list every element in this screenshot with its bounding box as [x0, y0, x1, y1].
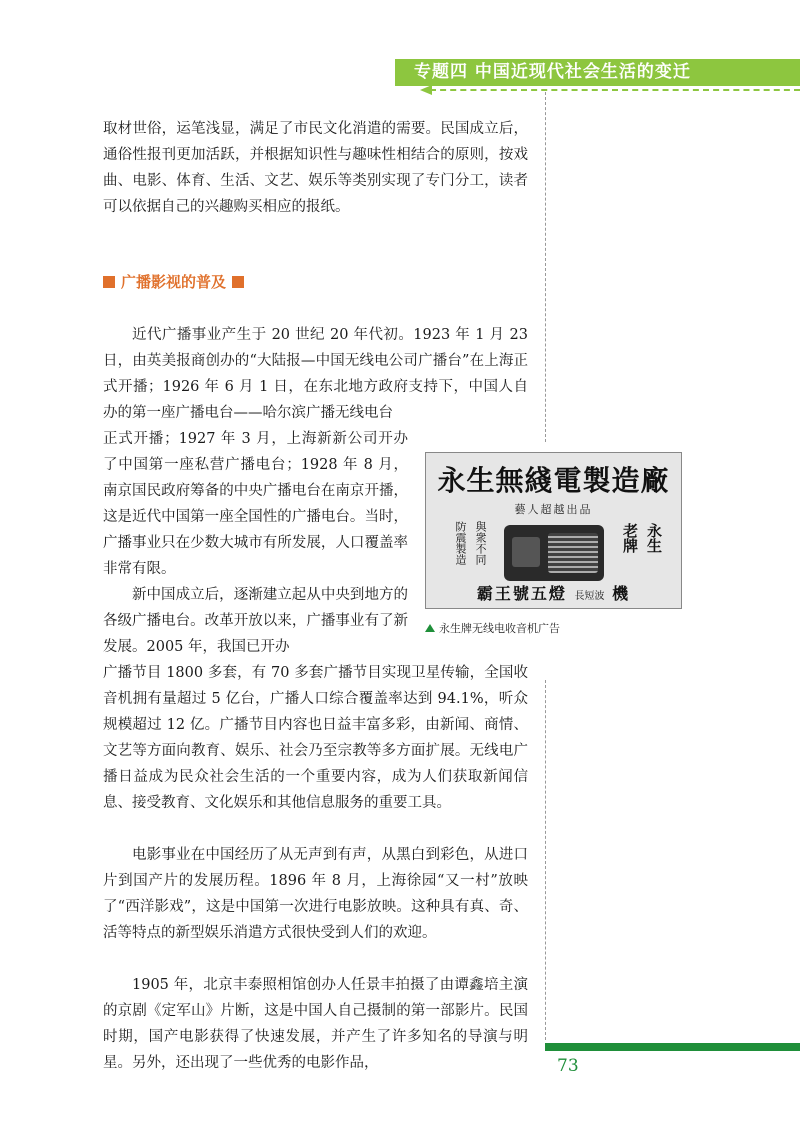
footer-bar [545, 1043, 800, 1051]
ad-subtitle: 藝人超越出品 [514, 503, 593, 516]
paragraph1-side: 正式开播；1927 年 3 月，上海新新公司开办了中国第一座私营广播电台；1928 年 8 月，南京国民政府筹备的中央广播电台在南京开播，这是近代中国第一座全国性的广播电台。当时，广播事业只在少数大城市有所发展，人口覆盖率非常有限。 [103, 431, 408, 577]
paragraph4-block [103, 972, 528, 1076]
margin-divider-top [545, 92, 546, 442]
ad-bottom-line [426, 581, 681, 604]
section-heading-text: 广播影视的普及 [121, 273, 227, 291]
paragraph2-full-block [103, 660, 528, 816]
chapter-title: 专题四 中国近现代社会生活的变迁 [414, 62, 691, 82]
intro-paragraph: 取材世俗，运笔浅显，满足了市民文化消遣的需要。民国成立后，通俗性报刊更加活跃，并根据知识性与趣味性相结合的原则，按戏曲、电影、体育、生活、文艺、娱乐等类别实现了专门分工，读者可以依据自己的兴趣购买相应的报纸。 [103, 121, 528, 215]
radio-dial-icon [512, 537, 540, 567]
header-dashed-line [430, 89, 800, 91]
section-heading [103, 271, 244, 292]
margin-divider-bottom [545, 680, 546, 1040]
ad-left-text-1: 與衆不同 [474, 521, 487, 565]
heading-square-icon [103, 276, 115, 288]
caption-triangle-icon [425, 624, 435, 632]
ad-bottom-main: 霸王號五燈 [476, 584, 567, 603]
paragraph1-top-block [103, 322, 528, 426]
paragraph2-full: 广播节目 1800 多套，有 70 多套广播节目实现卫星传输，全国收音机拥有量超过 5 亿台，广播人口综合覆盖率达到 94.1%，听众规模超过 12 亿。广播节目内容也日益丰富多彩，由新闻、商情、文艺等方面向教育、娱乐、社会乃至宗教等多方面扩展。无线电广播日益成为民众社会生活的一个重要内容，成为人们获取新闻信息、接受教育、文化娱乐和其他信息服务的重要工具。 [103, 665, 528, 811]
ad-title: 永生無綫電製造廠 [437, 464, 670, 497]
page-number: 73 [557, 1056, 579, 1076]
intro-paragraph-block [103, 116, 528, 220]
radio-icon [504, 525, 604, 581]
heading-square-icon [232, 276, 244, 288]
radio-speaker-grille-icon [548, 533, 598, 573]
radio-advertisement-image [425, 452, 682, 609]
ad-bottom-end: 機 [612, 584, 631, 603]
ad-right-text-1: 永生 [645, 523, 663, 553]
ad-right-text-2: 老牌 [621, 523, 639, 553]
paragraph2-side-block [103, 582, 408, 660]
paragraph1-side-block [103, 426, 408, 582]
paragraph2-side: 新中国成立后，逐渐建立起从中央到地方的各级广播电台。改革开放以来，广播事业有了新发展。2005 年，我国已开办 [103, 587, 408, 655]
paragraph4: 1905 年，北京丰泰照相馆创办人任景丰拍摄了由谭鑫培主演的京剧《定军山》片断，这是中国人自己摄制的第一部影片。民国时期，国产电影获得了快速发展，并产生了许多知名的导演与明星。另外，还出现了一些优秀的电影作品， [103, 977, 528, 1071]
caption-text: 永生牌无线电收音机广告 [439, 622, 560, 635]
paragraph3: 电影事业在中国经历了从无声到有声，从黑白到彩色，从进口片到国产片的发展历程。1896 年 8 月，上海徐园“又一村”放映了“西洋影戏”，这是中国第一次进行电影放映。这种具有真、奇、活等特点的新型娱乐消遣方式很快受到人们的欢迎。 [103, 847, 528, 941]
figure-caption [425, 620, 560, 636]
paragraph3-block [103, 842, 528, 946]
ad-bottom-small: 長短波 [574, 591, 605, 602]
paragraph1-top: 近代广播事业产生于 20 世纪 20 年代初。1923 年 1 月 23 日，由英美报商创办的“大陆报—中国无线电公司广播台”在上海正式开播；1926 年 6 月 1 日，在东北地方政府支持下，中国人自办的第一座广播电台——哈尔滨广播无线电台 [103, 327, 528, 421]
ad-left-text-2: 防震製造 [454, 521, 467, 565]
